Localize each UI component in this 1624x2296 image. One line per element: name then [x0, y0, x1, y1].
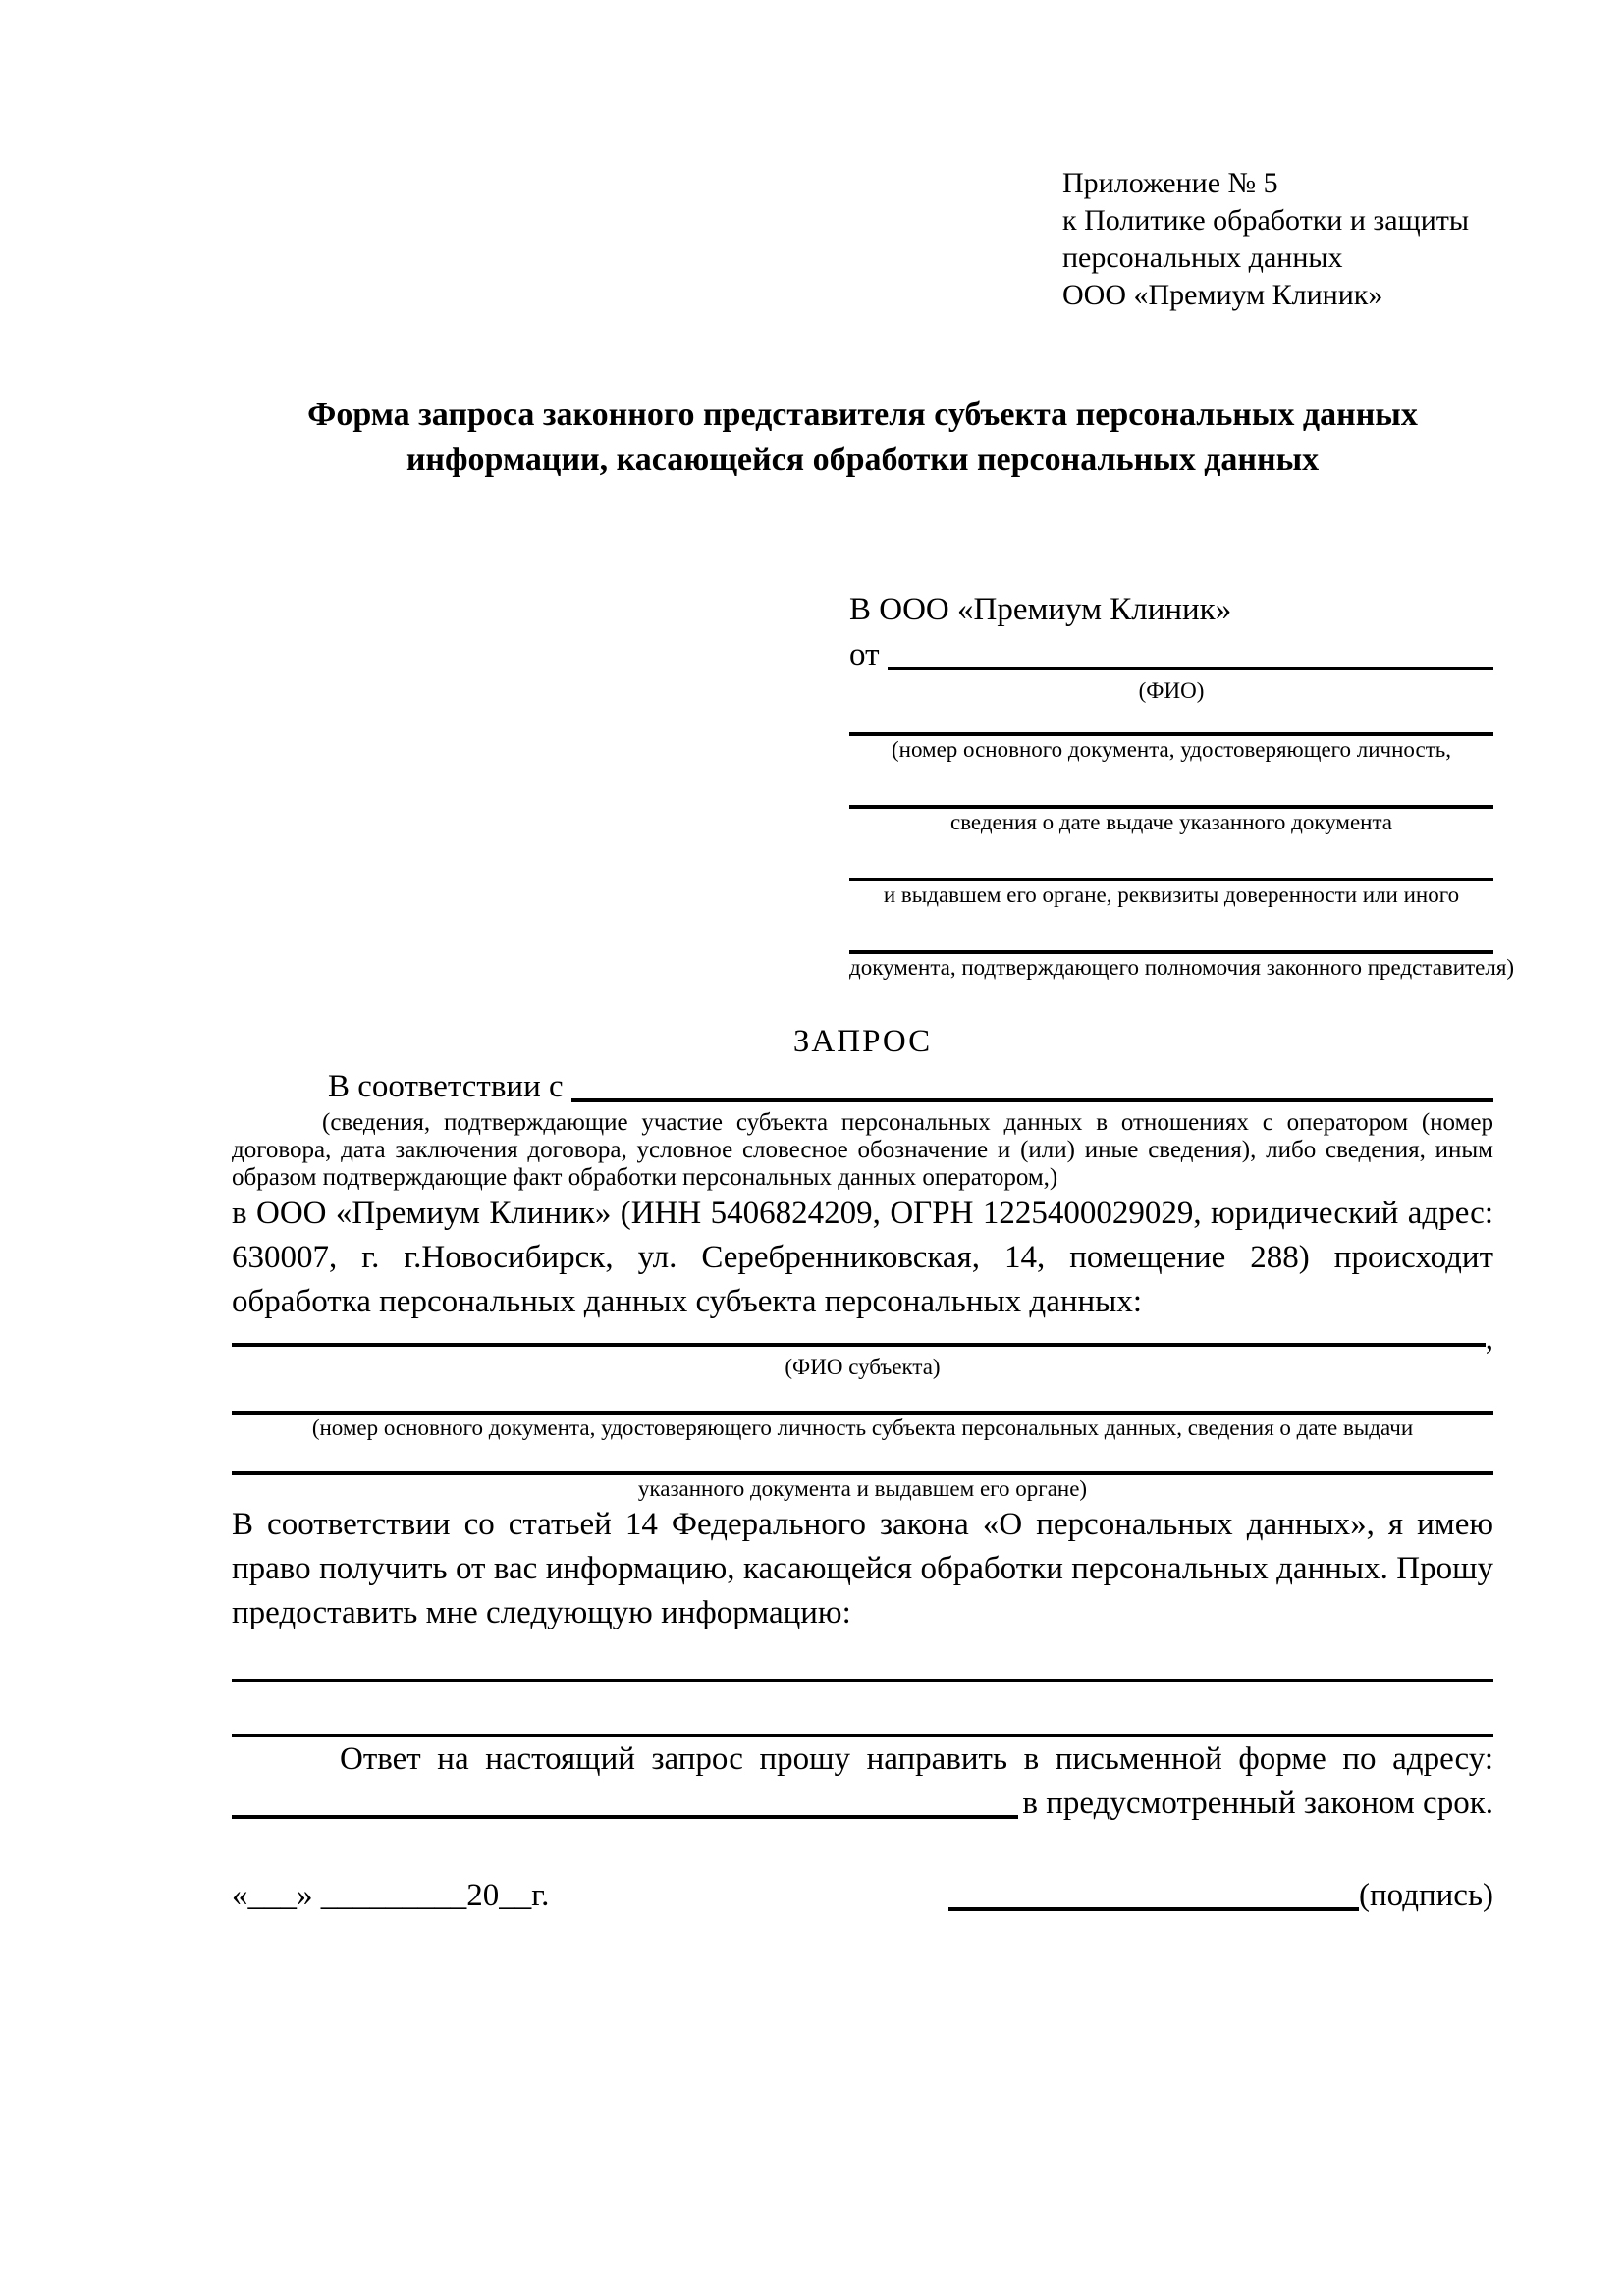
- subject-doc-field-1: [232, 1381, 1493, 1442]
- accordance-caption: (сведения, подтверждающие участие субъекта персональных данных в отношениях с оператором (номер договора, дата заключения договора, условное словесное обозначение и (или) иные сведения), либо сведения, иным образом подтверждающие факт обработки персональных данных оператором,): [232, 1109, 1493, 1191]
- date-signature-row: [232, 1873, 1493, 1918]
- signature-area: [948, 1873, 1493, 1918]
- field-caption: и выдавшем его органе, реквизиты доверенности или иного: [883, 882, 1460, 907]
- appendix-line-4: ООО «Премиум Клиник»: [1062, 279, 1383, 311]
- request-heading: ЗАПРОС: [792, 1024, 933, 1059]
- representative-doc-field-2: [849, 764, 1493, 836]
- blank-line: [849, 764, 1493, 809]
- law-paragraph: В соответствии со статьей 14 Федерального закона «О персональных данных», я имею право получить от вас информацию, касающейся обработки персональных данных. Прошу предоставить мне следующую информацию:: [232, 1507, 1493, 1630]
- subject-fio-caption: (ФИО субъекта): [785, 1355, 941, 1379]
- appendix-line-1: Приложение № 5: [1062, 167, 1278, 199]
- appendix-note: [1062, 165, 1493, 314]
- trailing-comma: ,: [1485, 1321, 1493, 1357]
- addressee-to: В ООО «Премиум Клиник»: [849, 592, 1232, 627]
- field-caption: (номер основного документа, удостоверяющего личность,: [891, 737, 1451, 762]
- field-caption: сведения о дате выдаче указанного документа: [949, 810, 1393, 834]
- document-title: [232, 393, 1493, 483]
- addressee-block: [849, 587, 1515, 982]
- answer-blank-line-2: [232, 1682, 1493, 1737]
- document-title-line-2: информации, касающейся обработки персональных данных: [406, 442, 1320, 478]
- from-name-blank-line: [888, 667, 1494, 670]
- document-title-line-1: Форма запроса законного представителя субъекта персональных данных: [307, 397, 1418, 433]
- subject-fio-row: [232, 1321, 1493, 1357]
- accordance-blank-line: [571, 1098, 1493, 1102]
- representative-doc-field-1: [849, 705, 1493, 764]
- field-caption: документа, подтверждающего полномочия законного представителя): [849, 955, 1515, 980]
- appendix-line-3: персональных данных: [1062, 241, 1343, 274]
- date-blank: «___» _________20__г.: [232, 1878, 550, 1913]
- reply-address-blank-line: [232, 1815, 1018, 1819]
- operator-paragraph: в ООО «Премиум Клиник» (ИНН 5406824209, ОГРН 1225400029029, юридический адрес: 630007, г. г.Новосибирск, ул. Серебренниковская, 14, помещение 288) происходит обработка персональных данных субъекта персональных данных:: [232, 1196, 1493, 1319]
- signature-caption: (подпись): [1359, 1878, 1493, 1913]
- representative-doc-field-3: [849, 836, 1493, 909]
- blank-line: [232, 1381, 1493, 1415]
- reply-address-row: [232, 1782, 1493, 1826]
- blank-line: [849, 909, 1493, 954]
- blank-line: [849, 705, 1493, 736]
- subject-doc-field-2: [232, 1442, 1493, 1503]
- representative-doc-field-4: [849, 909, 1515, 982]
- addressee-from-row: [849, 632, 1493, 677]
- answer-blank-line-1: [232, 1635, 1493, 1682]
- field-caption: указанного документа и выдавшем его органе): [637, 1476, 1088, 1501]
- accordance-row: [232, 1064, 1493, 1109]
- blank-line: [849, 836, 1493, 881]
- addressee-from-label: от: [849, 637, 880, 672]
- field-caption: (номер основного документа, удостоверяющего личность субъекта персональных данных, сведения о дате выдачи: [311, 1415, 1414, 1440]
- appendix-line-2: к Политике обработки и защиты: [1062, 204, 1470, 237]
- signature-blank-line: [948, 1907, 1359, 1911]
- reply-paragraph: Ответ на настоящий запрос прошу направить в письменной форме по адресу:: [340, 1741, 1493, 1777]
- blank-line: [232, 1442, 1493, 1475]
- subject-fio-blank-line: [232, 1343, 1486, 1347]
- accordance-lead: В соответствии с: [328, 1069, 564, 1104]
- reply-tail: в предусмотренный законом срок.: [1022, 1786, 1493, 1821]
- fio-caption: (ФИО): [1138, 678, 1205, 703]
